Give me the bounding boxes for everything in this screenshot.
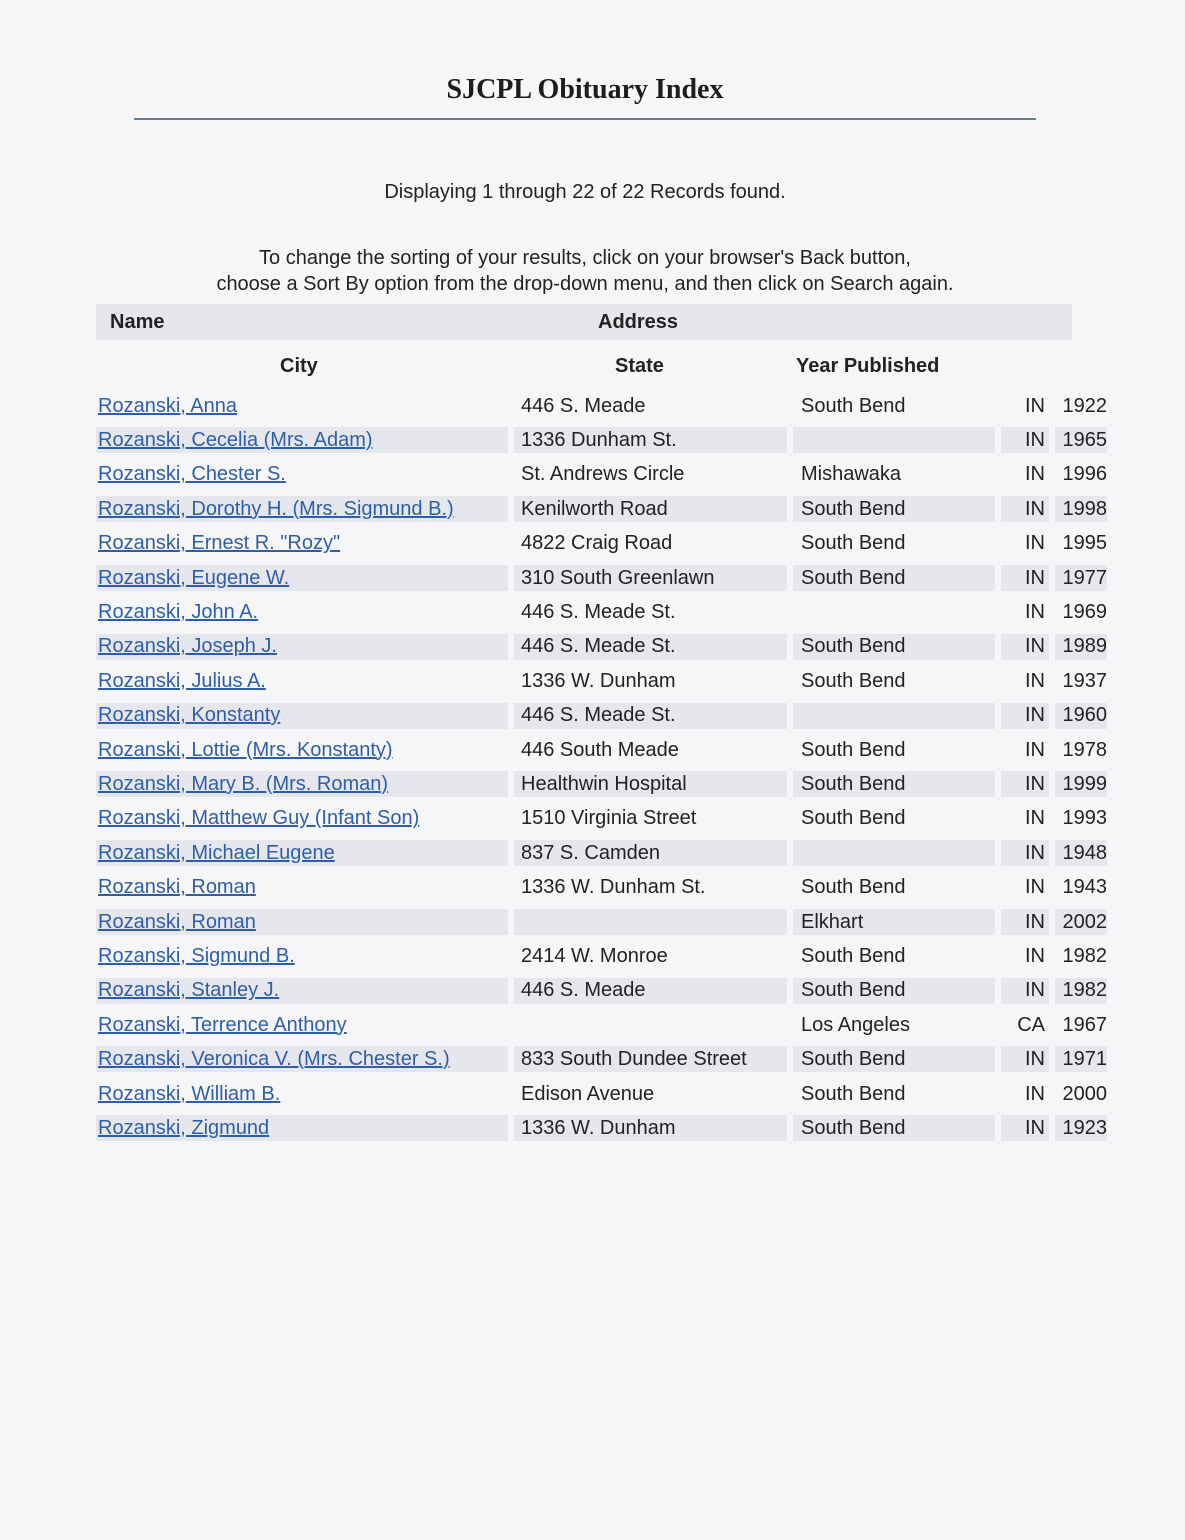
cell-year-text: 1923: [1062, 1116, 1107, 1139]
cell-address-text: Healthwin Hospital: [521, 772, 687, 795]
cell-address-text: Edison Avenue: [521, 1082, 655, 1105]
cell-name: [96, 1042, 508, 1076]
cell-year-text: 1993: [1062, 807, 1107, 830]
record-name-link[interactable]: Rozanski, Roman: [98, 876, 256, 899]
cell-city-text: South Bend: [801, 738, 906, 761]
cell-name: [96, 733, 508, 767]
cell-state-text: IN: [1025, 979, 1045, 1002]
record-name-link[interactable]: Rozanski, William B.: [98, 1082, 281, 1105]
cell-city-text: Los Angeles: [801, 1013, 910, 1036]
cell-state-text: IN: [1025, 1082, 1045, 1105]
cell-address-text: 833 South Dundee Street: [521, 1048, 747, 1071]
cell-name: [96, 664, 508, 698]
table-row: [96, 767, 1107, 801]
cell-year: [1055, 630, 1107, 664]
cell-state-text: IN: [1025, 841, 1045, 864]
record-name-link[interactable]: Rozanski, Chester S.: [98, 463, 286, 486]
cell-state-text: IN: [1025, 910, 1045, 933]
cell-state: [1001, 664, 1049, 698]
cell-city: [793, 423, 995, 457]
cell-address-text: 837 S. Camden: [521, 841, 660, 864]
cell-address: [514, 492, 787, 526]
record-name-link[interactable]: Rozanski, Terrence Anthony: [98, 1013, 347, 1036]
cell-year-text: 1977: [1062, 566, 1107, 589]
cell-city: [793, 974, 995, 1008]
cell-state: [1001, 595, 1049, 629]
cell-address: [514, 561, 787, 595]
cell-city: [793, 458, 995, 492]
title-divider: [134, 118, 1036, 120]
cell-year: [1055, 561, 1107, 595]
cell-name: [96, 389, 508, 423]
cell-city: [793, 1008, 995, 1042]
cell-address-text: 1336 W. Dunham: [521, 669, 676, 692]
cell-name: [96, 458, 508, 492]
column-header-state: State: [615, 355, 664, 377]
cell-state: [1001, 1008, 1049, 1042]
table-row: [96, 699, 1107, 733]
cell-year-text: 1996: [1062, 463, 1107, 486]
cell-name: [96, 595, 508, 629]
cell-year: [1055, 527, 1107, 561]
table-row: [96, 905, 1107, 939]
cell-city-text: South Bend: [801, 1082, 906, 1105]
cell-year-text: 1999: [1062, 772, 1107, 795]
cell-city-text: South Bend: [801, 1116, 906, 1139]
cell-city: [793, 527, 995, 561]
cell-city-text: South Bend: [801, 979, 906, 1002]
cell-year-text: 1982: [1062, 944, 1107, 967]
record-name-link[interactable]: Rozanski, Cecelia (Mrs. Adam): [98, 429, 373, 452]
record-name-link[interactable]: Rozanski, Ernest R. "Rozy": [98, 532, 341, 555]
cell-address: [514, 630, 787, 664]
cell-city: [793, 1111, 995, 1145]
cell-city-text: South Bend: [801, 944, 906, 967]
cell-year: [1055, 767, 1107, 801]
table-row: [96, 458, 1107, 492]
record-name-link[interactable]: Rozanski, John A.: [98, 601, 259, 624]
cell-name: [96, 870, 508, 904]
cell-address-text: 446 S. Meade St.: [521, 704, 676, 727]
record-name-link[interactable]: Rozanski, Anna: [98, 394, 237, 417]
cell-name: [96, 699, 508, 733]
cell-year-text: 1943: [1062, 876, 1107, 899]
cell-year: [1055, 1008, 1107, 1042]
record-name-link[interactable]: Rozanski, Matthew Guy (Infant Son): [98, 807, 420, 830]
cell-state: [1001, 802, 1049, 836]
cell-name: [96, 836, 508, 870]
cell-state-text: IN: [1025, 463, 1045, 486]
cell-city-text: Mishawaka: [801, 463, 902, 486]
cell-state: [1001, 492, 1049, 526]
cell-name: [96, 423, 508, 457]
cell-year: [1055, 1077, 1107, 1111]
cell-state: [1001, 767, 1049, 801]
cell-year: [1055, 492, 1107, 526]
cell-address-text: St. Andrews Circle: [521, 463, 685, 486]
instructions-line-2: choose a Sort By option from the drop-down menu, and then click on Search again.: [216, 273, 954, 295]
cell-state-text: CA: [1017, 1013, 1045, 1036]
cell-address-text: 2414 W. Monroe: [521, 944, 668, 967]
cell-year-text: 1982: [1062, 979, 1107, 1002]
cell-year: [1055, 870, 1107, 904]
table-row: [96, 1008, 1107, 1042]
record-name-link[interactable]: Rozanski, Sigmund B.: [98, 944, 295, 967]
cell-address: [514, 389, 787, 423]
cell-city-text: Elkhart: [801, 910, 864, 933]
cell-address: [514, 527, 787, 561]
cell-address-text: 446 S. Meade St.: [521, 635, 676, 658]
record-name-link[interactable]: Rozanski, Eugene W.: [98, 566, 290, 589]
cell-state: [1001, 423, 1049, 457]
cell-city: [793, 561, 995, 595]
cell-name: [96, 630, 508, 664]
table-row: [96, 423, 1107, 457]
cell-address-text: 1336 Dunham St.: [521, 429, 677, 452]
cell-year: [1055, 905, 1107, 939]
sorting-instructions: [0, 245, 1170, 297]
cell-name: [96, 767, 508, 801]
cell-address-text: 4822 Craig Road: [521, 532, 673, 555]
cell-year: [1055, 939, 1107, 973]
cell-city: [793, 1042, 995, 1076]
record-name-link[interactable]: Rozanski, Lottie (Mrs. Konstanty): [98, 738, 393, 761]
cell-city: [793, 492, 995, 526]
cell-year: [1055, 664, 1107, 698]
table-row: [96, 836, 1107, 870]
cell-state: [1001, 974, 1049, 1008]
table-row: [96, 974, 1107, 1008]
cell-address: [514, 423, 787, 457]
cell-city-text: South Bend: [801, 497, 906, 520]
table-row: [96, 527, 1107, 561]
table-row: [96, 870, 1107, 904]
cell-address: [514, 1042, 787, 1076]
cell-city-text: South Bend: [801, 807, 906, 830]
cell-year-text: 1971: [1062, 1048, 1107, 1071]
cell-state: [1001, 527, 1049, 561]
cell-address: [514, 1008, 787, 1042]
cell-state-text: IN: [1025, 944, 1045, 967]
cell-address-text: 446 S. Meade: [521, 979, 646, 1002]
cell-year-text: 1965: [1062, 429, 1107, 452]
cell-state: [1001, 561, 1049, 595]
cell-year-text: 1995: [1062, 532, 1107, 555]
table-row: [96, 561, 1107, 595]
cell-state-text: IN: [1025, 772, 1045, 795]
cell-address: [514, 870, 787, 904]
column-header-city: City: [280, 355, 318, 377]
cell-name: [96, 492, 508, 526]
cell-city: [793, 905, 995, 939]
record-name-link[interactable]: Rozanski, Stanley J.: [98, 979, 280, 1002]
cell-year: [1055, 836, 1107, 870]
cell-state-text: IN: [1025, 1048, 1045, 1071]
cell-year-text: 1978: [1062, 738, 1107, 761]
record-name-link[interactable]: Rozanski, Julius A.: [98, 669, 266, 692]
table-row: [96, 664, 1107, 698]
cell-year: [1055, 974, 1107, 1008]
cell-address: [514, 595, 787, 629]
table-row: [96, 802, 1107, 836]
table-row: [96, 595, 1107, 629]
column-header-year-published: Year Published: [796, 355, 940, 377]
cell-state: [1001, 836, 1049, 870]
cell-year: [1055, 1111, 1107, 1145]
cell-state-text: IN: [1025, 532, 1045, 555]
cell-state: [1001, 939, 1049, 973]
cell-state-text: IN: [1025, 566, 1045, 589]
table-row: [96, 630, 1107, 664]
record-name-link[interactable]: Rozanski, Michael Eugene: [98, 841, 335, 864]
cell-city: [793, 389, 995, 423]
cell-city: [793, 595, 995, 629]
record-name-link[interactable]: Rozanski, Mary B. (Mrs. Roman): [98, 772, 389, 795]
table-row: [96, 733, 1107, 767]
results-body: [96, 389, 1107, 1146]
cell-state: [1001, 389, 1049, 423]
cell-name: [96, 1077, 508, 1111]
cell-address-text: 446 S. Meade St.: [521, 601, 676, 624]
cell-state-text: IN: [1025, 497, 1045, 520]
cell-year-text: 1989: [1062, 635, 1107, 658]
cell-state-text: IN: [1025, 394, 1045, 417]
cell-state-text: IN: [1025, 876, 1045, 899]
cell-address: [514, 836, 787, 870]
table-row: [96, 1042, 1107, 1076]
cell-address: [514, 974, 787, 1008]
cell-city-text: South Bend: [801, 772, 906, 795]
cell-address-text: 446 S. Meade: [521, 394, 646, 417]
cell-city-text: South Bend: [801, 394, 906, 417]
cell-year-text: 1948: [1062, 841, 1107, 864]
instructions-line-1: To change the sorting of your results, click on your browser's Back button,: [259, 247, 911, 269]
cell-state-text: IN: [1025, 635, 1045, 658]
cell-address-text: Kenilworth Road: [521, 497, 668, 520]
cell-city-text: South Bend: [801, 635, 906, 658]
cell-address-text: 1336 W. Dunham: [521, 1116, 676, 1139]
cell-year-text: 1998: [1062, 497, 1107, 520]
table-row: [96, 492, 1107, 526]
cell-state-text: IN: [1025, 429, 1045, 452]
cell-address-text: 310 South Greenlawn: [521, 566, 715, 589]
results-table: [96, 389, 1107, 1146]
cell-state-text: IN: [1025, 601, 1045, 624]
cell-state: [1001, 630, 1049, 664]
page-title: SJCPL Obituary Index: [446, 74, 724, 105]
cell-name: [96, 939, 508, 973]
cell-address: [514, 939, 787, 973]
cell-state: [1001, 1077, 1049, 1111]
cell-year: [1055, 423, 1107, 457]
cell-city-text: South Bend: [801, 669, 906, 692]
cell-city: [793, 1077, 995, 1111]
cell-city-text: South Bend: [801, 532, 906, 555]
cell-city: [793, 767, 995, 801]
cell-year: [1055, 389, 1107, 423]
cell-name: [96, 802, 508, 836]
cell-state: [1001, 733, 1049, 767]
cell-city-text: South Bend: [801, 566, 906, 589]
table-row: [96, 939, 1107, 973]
column-header-name: Name: [110, 311, 165, 333]
cell-city-text: South Bend: [801, 1048, 906, 1071]
cell-year-text: 2000: [1062, 1082, 1107, 1105]
cell-year-text: 2002: [1062, 910, 1107, 933]
record-name-link[interactable]: Rozanski, Dorothy H. (Mrs. Sigmund B.): [98, 497, 454, 520]
cell-address-text: 1336 W. Dunham St.: [521, 876, 706, 899]
cell-year: [1055, 699, 1107, 733]
cell-city: [793, 699, 995, 733]
cell-year: [1055, 458, 1107, 492]
cell-year: [1055, 733, 1107, 767]
table-row: [96, 1111, 1107, 1145]
record-name-link[interactable]: Rozanski, Veronica V. (Mrs. Chester S.): [98, 1048, 450, 1071]
cell-state-text: IN: [1025, 704, 1045, 727]
cell-city: [793, 802, 995, 836]
cell-year: [1055, 802, 1107, 836]
table-row: [96, 389, 1107, 423]
cell-address: [514, 664, 787, 698]
header-band: [96, 304, 1072, 340]
table-row: [96, 1077, 1107, 1111]
cell-address: [514, 699, 787, 733]
cell-year: [1055, 595, 1107, 629]
cell-city: [793, 870, 995, 904]
cell-name: [96, 905, 508, 939]
cell-address: [514, 1111, 787, 1145]
cell-name: [96, 1008, 508, 1042]
cell-city: [793, 939, 995, 973]
record-count-text: Displaying 1 through 22 of 22 Records found.: [384, 181, 786, 203]
cell-city: [793, 630, 995, 664]
cell-state: [1001, 1111, 1049, 1145]
record-name-link[interactable]: Rozanski, Zigmund: [98, 1116, 270, 1139]
cell-address: [514, 458, 787, 492]
record-name-link[interactable]: Rozanski, Joseph J.: [98, 635, 277, 658]
cell-address: [514, 905, 787, 939]
cell-state: [1001, 699, 1049, 733]
record-name-link[interactable]: Rozanski, Roman: [98, 910, 256, 933]
record-name-link[interactable]: Rozanski, Konstanty: [98, 704, 281, 727]
cell-state-text: IN: [1025, 738, 1045, 761]
cell-address: [514, 733, 787, 767]
cell-address-text: 1510 Virginia Street: [521, 807, 697, 830]
cell-address: [514, 802, 787, 836]
cell-year-text: 1937: [1062, 669, 1107, 692]
cell-city: [793, 733, 995, 767]
cell-address: [514, 767, 787, 801]
cell-state: [1001, 458, 1049, 492]
cell-name: [96, 561, 508, 595]
cell-city: [793, 664, 995, 698]
cell-state-text: IN: [1025, 669, 1045, 692]
cell-year-text: 1967: [1062, 1013, 1107, 1036]
cell-state-text: IN: [1025, 1116, 1045, 1139]
cell-city-text: South Bend: [801, 876, 906, 899]
cell-name: [96, 974, 508, 1008]
cell-name: [96, 1111, 508, 1145]
cell-year-text: 1969: [1062, 601, 1107, 624]
cell-name: [96, 527, 508, 561]
cell-state-text: IN: [1025, 807, 1045, 830]
cell-address-text: 446 South Meade: [521, 738, 679, 761]
cell-year-text: 1960: [1062, 704, 1107, 727]
cell-state: [1001, 905, 1049, 939]
cell-state: [1001, 1042, 1049, 1076]
cell-address: [514, 1077, 787, 1111]
cell-year: [1055, 1042, 1107, 1076]
cell-city: [793, 836, 995, 870]
cell-year-text: 1922: [1062, 394, 1107, 417]
cell-state: [1001, 870, 1049, 904]
column-header-address: Address: [598, 311, 679, 333]
